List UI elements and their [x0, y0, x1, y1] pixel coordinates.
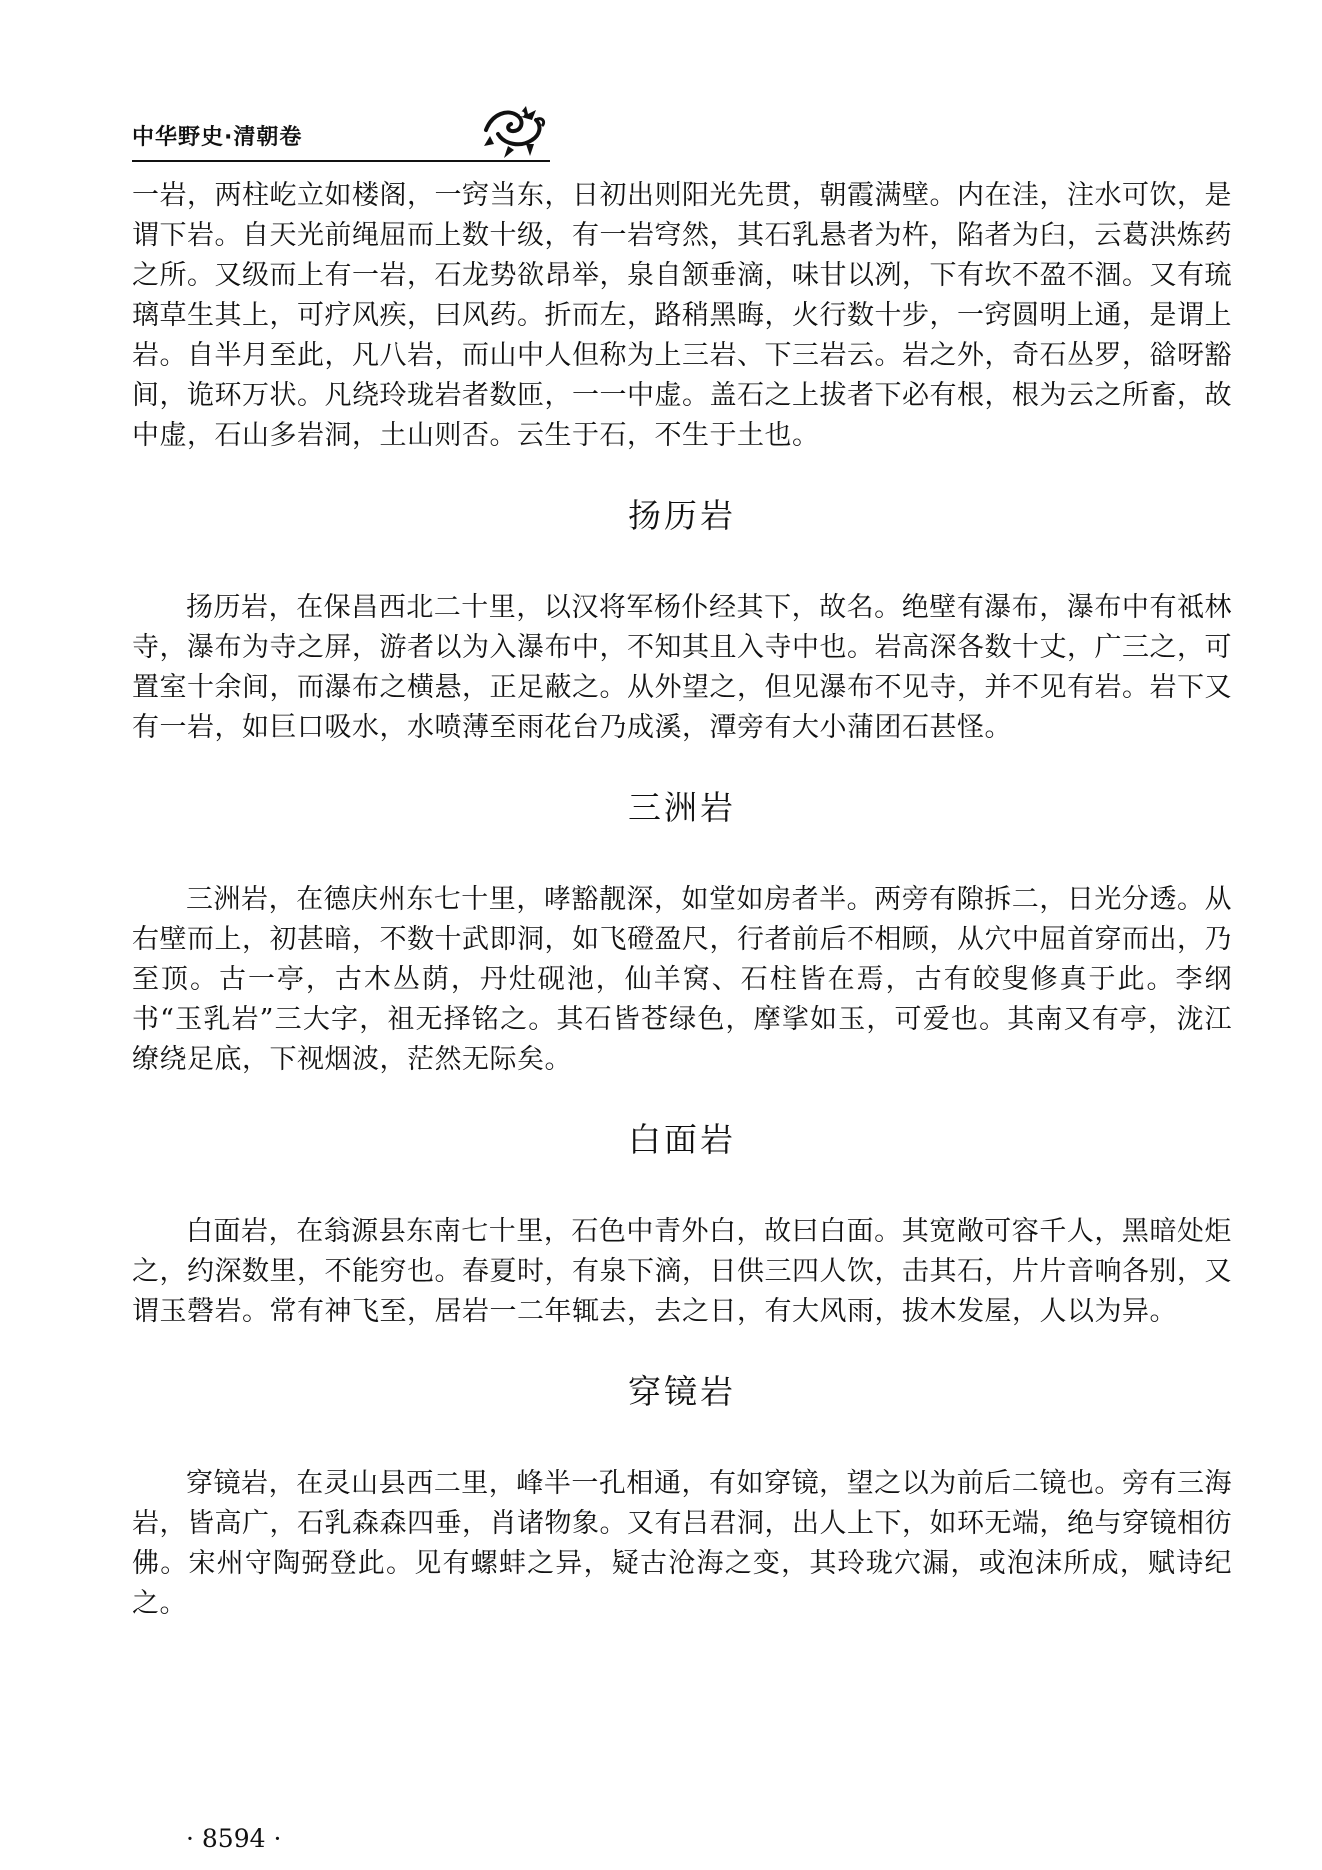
- page-number: · 8594 ·: [186, 1824, 282, 1853]
- book-title: 中华野史·清朝卷: [132, 125, 303, 150]
- section-title-baimian: 白面岩: [628, 1120, 736, 1159]
- section-body-chuanjing: 穿镜岩，在灵山县西二里，峰半一孔相通，有如穿镜，望之以为前后二镜也。旁有三海岩，皆高广，石乳森森四垂，肖诸物象。又有吕君洞，出人上下，如环无端，绝与穿镜相彷佛。宋州守陶弼登此。见有螺蚌之异，疑古沧海之变，其玲珑穴漏，或泡沫所成，赋诗纪之。: [132, 1468, 1232, 1619]
- dragon-emblem-icon: [478, 100, 548, 162]
- section-title-yangli: 扬历岩: [628, 496, 736, 535]
- continuation-paragraph: 一岩，两柱屹立如楼阁，一窍当东，日初出则阳光先贯，朝霞满壁。内在洼，注水可饮，是谓下岩。自天光前绳屈而上数十级，有一岩穹然，其石乳悬者为杵，陷者为臼，云葛洪炼药之所。又级而上有一岩，石龙势欲昂举，泉自颔垂滴，味甘以冽，下有坎不盈不涸。又有琉璃草生其上，可疗风疾，曰风药。折而左，路稍黑晦，火行数十步，一窍圆明上通，是谓上岩。自半月至此，凡八岩，而山中人但称为上三岩、下三岩云。岩之外，奇石丛罗，谽呀豁间，诡环万状。凡绕玲珑岩者数匝，一一中虚。盖石之上拔者下必有根，根为云之所畜，故中虚，石山多岩洞，土山则否。云生于石，不生于土也。: [132, 180, 1232, 451]
- section-body-sanzhou: 三洲岩，在德庆州东七十里，哮豁靓深，如堂如房者半。两旁有隙拆二，日光分透。从右壁而上，初甚暗，不数十武即洞，如飞磴盈尺，行者前后不相顾，从穴中屈首穿而出，乃至顶。古一亭，古木丛荫，丹灶砚池，仙羊窝、石柱皆在焉，古有皎叟修真于此。李纲书“玉乳岩”三大字，祖无择铭之。其石皆苍绿色，摩挲如玉，可爱也。其南又有亭，泷江缭绕足底，下视烟波，茫然无际矣。: [132, 884, 1232, 1075]
- section-body-baimian: 白面岩，在翁源县东南七十里，石色中青外白，故曰白面。其宽敞可容千人，黑暗处炬之，约深数里，不能穷也。春夏时，有泉下滴，日供三四人饮，击其石，片片音响各别，又谓玉磬岩。常有神飞至，居岩一二年辄去，去之日，有大风雨，拔木发屋，人以为异。: [132, 1216, 1232, 1327]
- section-title-chuanjing: 穿镜岩: [628, 1372, 736, 1411]
- page-body: [132, 176, 1232, 1624]
- section-title-sanzhou: 三洲岩: [628, 788, 736, 827]
- section-body-yangli: 扬历岩，在保昌西北二十里，以汉将军杨仆经其下，故名。绝壁有瀑布，瀑布中有祗林寺，瀑布为寺之屏，游者以为入瀑布中，不知其且入寺中也。岩高深各数十丈，广三之，可置室十余间，而瀑布之横悬，正足蔽之。从外望之，但见瀑布不见寺，并不见有岩。岩下又有一岩，如巨口吸水，水喷薄至雨花台乃成溪，潭旁有大小蒲团石甚怪。: [132, 592, 1232, 743]
